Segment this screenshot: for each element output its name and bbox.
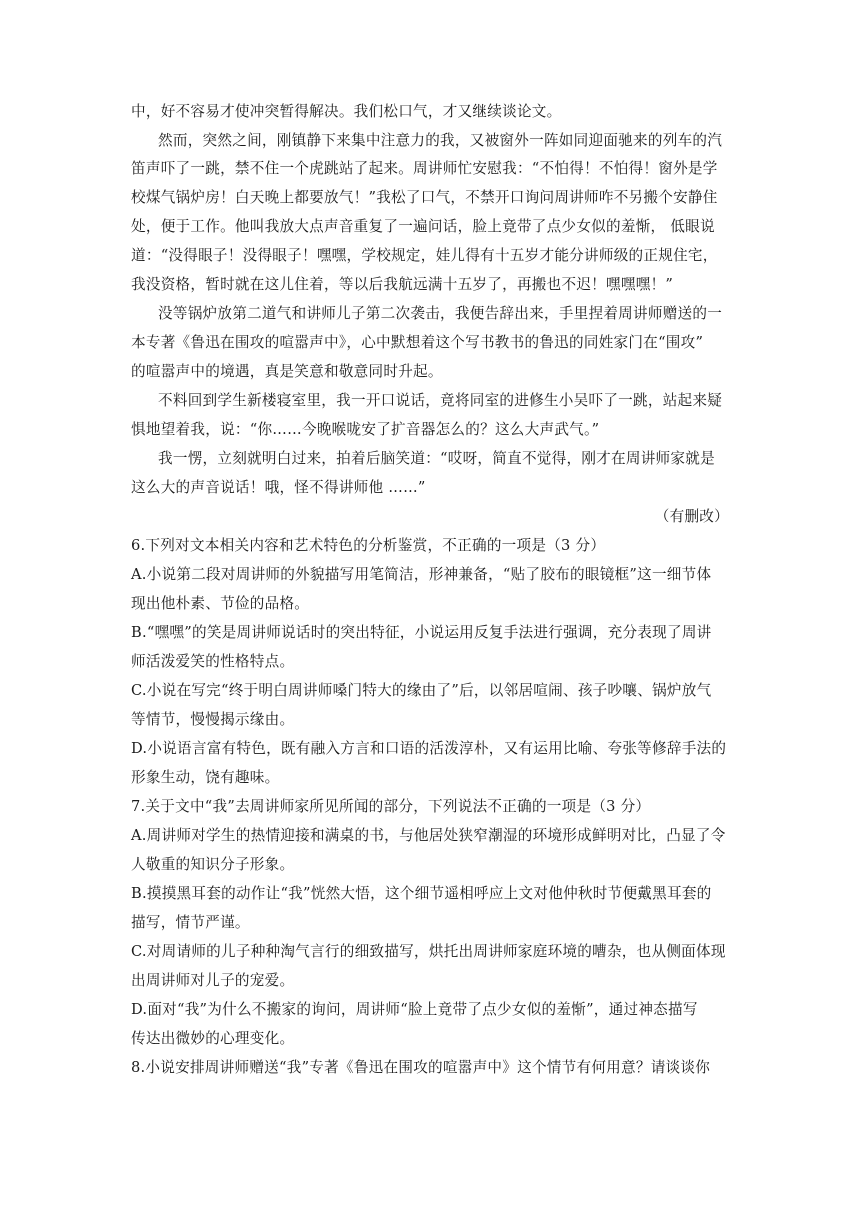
passage-line: 笛声吓了一跳，禁不住一个虎跳站了起来。周讲师忙安慰我：“不怕得！不怕得！窗外是学 — [131, 160, 718, 177]
question-line: B.摸摸黑耳套的动作让“我”恍然大悟，这个细节遥相呼应上文对他仲秋时节便戴黑耳套的 — [131, 885, 712, 902]
passage-line: 处，便于工作。他叫我放大点声音重复了一遍问话，脸上竟带了点少女似的羞惭， 低眼说 — [131, 218, 715, 235]
question-line: 现出他朴素、节俭的品格。 — [131, 595, 310, 612]
passage-line: 中，好不容易才使冲突暂得解决。我们松口气，才又继续谈论文。 — [131, 103, 562, 120]
edit-note: （有删改） — [654, 508, 729, 525]
passage-line: 本专著《鲁迅在围攻的喧嚣声中》，心中默想着这个写书教书的鲁迅的同姓家门在“围攻” — [131, 334, 704, 351]
passage-line: 不料回到学生新楼寝室里，我一开口说话，竟将同室的进修生小吴吓了一跳，站起来疑 — [158, 392, 723, 409]
passage-line: 我一愣，立刻就明白过来，拍着后脑笑道：“哎呀，简直不觉得，刚才在周讲师家就是 — [158, 450, 715, 467]
question-line: 形象生动，饶有趣味。 — [131, 769, 280, 786]
question-line: 描写，情节严谨。 — [131, 914, 250, 931]
question-line: A.小说第二段对周讲师的外貌描写用笔简洁，形神兼备，“贴了胶布的眼镜框”这一细节体 — [131, 566, 712, 583]
passage-line: 没等锅炉放第二道气和讲师儿子第二次袭击，我便告辞出来，手里捏着周讲师赠送的一 — [158, 305, 723, 322]
passage-line: 然而，突然之间，刚镇静下来集中注意力的我，又被窗外一阵如同迎面驰来的列车的汽 — [158, 132, 723, 149]
passage-line: 我没资格，暂时就在这儿住着，等以后我航远满十五岁了，再搬也不迟！嘿嘿嘿！” — [131, 276, 674, 293]
passage-line: 校煤气锅炉房！白天晚上都要放气！”我松了口气，不禁开口询问周讲师咋不另搬个安静住 — [131, 189, 718, 206]
question-line: 等情节，慢慢揭示缘由。 — [131, 711, 295, 728]
question-line: B.“嘿嘿”的笑是周讲师说话时的突出特征，小说运用反复手法进行强调，充分表现了周讲 — [131, 624, 712, 641]
question-line: D.面对“我”为什么不搬家的询问，周讲师“脸上竟带了点少女似的羞惭”，通过神态描写 — [131, 1001, 698, 1018]
question-line: 传达出微妙的心理变化。 — [131, 1030, 295, 1047]
passage-line: 的喧嚣声中的境遇，真是笑意和敬意同时升起。 — [131, 363, 443, 380]
question-line: 出周讲师对儿子的宠爱。 — [131, 972, 295, 989]
question-6-stem: 6.下列对文本相关内容和艺术特色的分析鉴赏，不正确的一项是（3 分） — [131, 537, 606, 554]
question-8-stem: 8.小说安排周讲师赠送“我”专著《鲁迅在围攻的喧嚣声中》这个情节有何用意？请谈谈你 — [131, 1059, 711, 1076]
question-line: D.小说语言富有特色，既有融入方言和口语的活泼淳朴，又有运用比喻、夸张等修辞手法的 — [131, 740, 727, 757]
question-line: C.小说在写完“终于明白周讲师嗓门特大的缘由了”后，以邻居喧闹、孩子吵嚷、锅炉放气 — [131, 682, 712, 699]
question-line: C.对周请师的儿子种种淘气言行的细致描写，烘托出周讲师家庭环境的嘈杂，也从侧面体现 — [131, 943, 726, 960]
question-line: 师活泼爱笑的性格特点。 — [131, 653, 295, 670]
question-line: A.周讲师对学生的热情迎接和满桌的书，与他居处狭窄潮湿的环境形成鲜明对比，凸显了令 — [131, 827, 726, 844]
passage-line: 道：“没得眼子！没得眼子！嘿嘿，学校规定，娃儿得有十五岁才能分讲师级的正规住宅， — [131, 247, 718, 264]
passage-line: 这么大的声音说话！哦，怪不得讲师他 ……” — [131, 479, 426, 496]
passage-line: 惧地望着我，说：“你……今晚喉咙安了扩音器怎么的？这么大声武气。” — [131, 421, 600, 438]
question-line: 人敬重的知识分子形象。 — [131, 856, 295, 873]
question-7-stem: 7.关于文中“我”去周讲师家所见所闻的部分，下列说法不正确的一项是（3 分） — [131, 798, 651, 815]
